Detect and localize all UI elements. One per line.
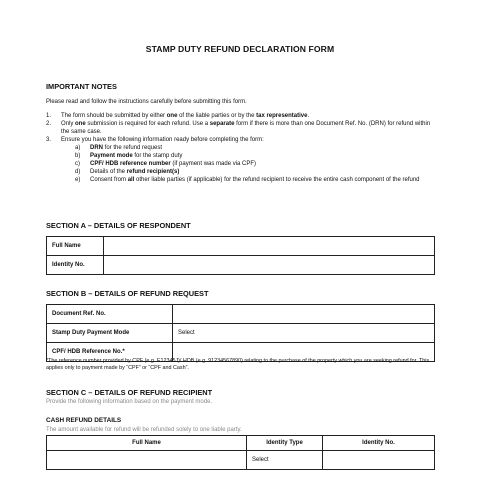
- note-text: Only: [61, 121, 76, 127]
- notes-list: [46, 112, 438, 184]
- note-text: .: [307, 113, 310, 119]
- item-bold: Payment mode: [90, 153, 133, 159]
- important-notes-heading: IMPORTANT NOTES: [46, 82, 117, 91]
- item-bold: all: [127, 177, 135, 183]
- identity-type-select[interactable]: Select: [247, 451, 323, 470]
- note-bold: tax representative: [256, 113, 308, 119]
- note-text: form if there is more than one Document Ref. No. (DRN) for refund within the same case.: [61, 121, 431, 135]
- table-header-row: [47, 436, 435, 451]
- payment-mode-label: Stamp Duty Payment Mode: [47, 324, 173, 343]
- cpf-reference-label: CPF/ HDB Reference No.*: [47, 343, 173, 362]
- item-bold: refund recipient(s): [126, 169, 180, 175]
- identity-no-field[interactable]: [104, 256, 435, 275]
- item-text: other liable parties (if applicable) for the refund recipient to receive the entire cash component of the refund: [134, 177, 420, 183]
- table-row: [47, 237, 435, 256]
- section-a-heading: SECTION A – DETAILS OF RESPONDENT: [46, 221, 191, 230]
- note-item-2: [46, 120, 438, 136]
- table-row: [47, 305, 435, 324]
- required-info-item: [75, 168, 438, 176]
- note-number: 3.: [46, 137, 52, 143]
- note-bold: one: [75, 121, 86, 127]
- column-header-identity-no: Identity No.: [323, 436, 435, 451]
- note-text: The form should be submitted by either: [61, 113, 167, 119]
- form-title: STAMP DUTY REFUND DECLARATION FORM: [145, 44, 335, 54]
- table-row: [47, 324, 435, 343]
- recipient-full-name-field[interactable]: [47, 451, 247, 470]
- refund-recipient-table: [46, 435, 435, 470]
- note-text: Ensure you have the following information ready before completing the form:: [61, 137, 264, 143]
- respondent-table: [46, 236, 435, 275]
- payment-mode-select[interactable]: Select: [173, 324, 435, 343]
- document-ref-label: Document Ref. No.: [47, 305, 173, 324]
- identity-no-label: Identity No.: [47, 256, 104, 275]
- full-name-label: Full Name: [47, 237, 104, 256]
- note-item-1: [46, 112, 438, 120]
- table-row: [47, 451, 435, 470]
- document-ref-field[interactable]: [173, 305, 435, 324]
- refund-request-table: [46, 304, 435, 362]
- required-info-item: [75, 176, 438, 184]
- item-letter: e): [75, 177, 81, 183]
- item-text: (if payment was made via CPF): [170, 161, 257, 167]
- note-text: of the liable parties or by the: [177, 113, 257, 119]
- recipient-identity-no-field[interactable]: [323, 451, 435, 470]
- required-info-item: [75, 160, 438, 168]
- item-letter: a): [75, 145, 81, 151]
- column-header-full-name: Full Name: [47, 436, 247, 451]
- note-bold: separate: [209, 121, 235, 127]
- note-number: 2.: [46, 121, 52, 127]
- item-text: for the refund request: [103, 145, 163, 151]
- item-letter: d): [75, 169, 81, 175]
- table-row: [47, 256, 435, 275]
- section-c-intro: Provide the following information based on the payment mode.: [46, 399, 213, 405]
- item-bold: CPF/ HDB reference number: [90, 161, 171, 167]
- section-c-heading: SECTION C – DETAILS OF REFUND RECIPIENT: [46, 388, 213, 397]
- cash-refund-heading: CASH REFUND DETAILS: [46, 417, 122, 424]
- note-item-3: [46, 136, 438, 184]
- section-b-heading: SECTION B – DETAILS OF REFUND REQUEST: [46, 289, 209, 298]
- item-text: Details of the: [90, 169, 127, 175]
- required-info-item: [75, 144, 438, 152]
- item-text: Consent from: [90, 177, 128, 183]
- item-bold: DRN: [90, 145, 103, 151]
- important-notes-intro: Please read and follow the instructions carefully before submitting this form.: [46, 99, 247, 105]
- item-letter: b): [75, 153, 81, 159]
- full-name-field[interactable]: [104, 237, 435, 256]
- note-bold: one: [166, 113, 178, 119]
- required-info-list: [61, 144, 438, 184]
- note-text: submission is required for each refund. Use a: [85, 121, 210, 127]
- cash-refund-intro: The amount available for refund will be refunded solely to one liable party.: [46, 427, 242, 433]
- required-info-item: [75, 152, 438, 160]
- item-letter: c): [75, 161, 80, 167]
- item-text: for the stamp duty: [132, 153, 183, 159]
- note-number: 1.: [46, 113, 52, 119]
- cpf-footnote: *The reference number provided by CPF (e.g. E12345J)/ HDB (e.g. 91234567890) relating to the purchase of the property which you are seeking refund for. This applies only to payment made by “CPF” or “CPF and Cash”.: [46, 358, 430, 371]
- column-header-identity-type: Identity Type: [247, 436, 323, 451]
